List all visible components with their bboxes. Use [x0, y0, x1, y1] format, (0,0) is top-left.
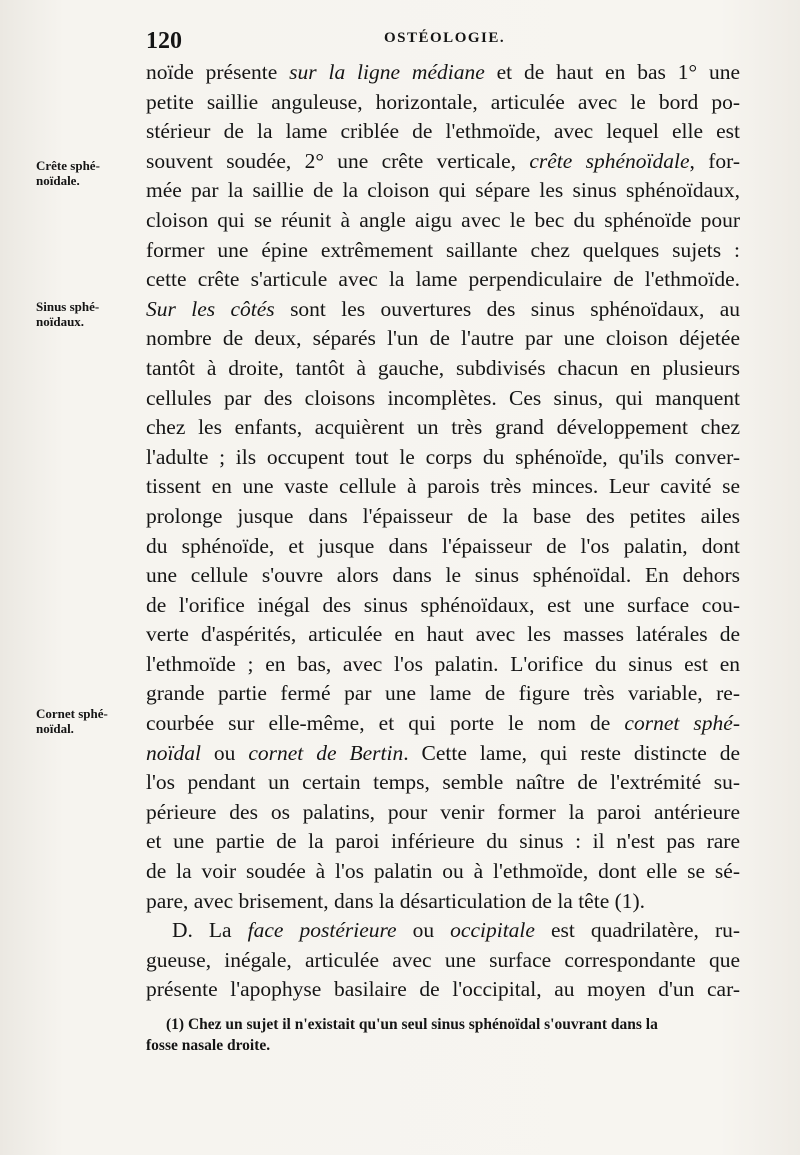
text-line: l'os pendant un certain temps, semble naître de l'extrémité su-	[146, 770, 740, 795]
text-line: noïde présente sur la ligne médiane et de haut en bas 1° une	[146, 60, 740, 84]
text-line: cette crête s'articule avec la lame perpendiculaire de l'ethmoïde.	[146, 267, 740, 292]
margin-note-line: noïdale.	[36, 173, 80, 188]
text-line: cellules par des cloisons incomplètes. Ces sinus, qui manquent	[146, 385, 740, 410]
text-line: cloison qui se réunit à angle aigu avec le bec du sphénoïde pour	[146, 207, 740, 232]
running-title: OSTÉOLOGIE.	[384, 30, 506, 46]
margin-note-crete-sphenoidale	[36, 158, 146, 188]
text-line: de l'orifice inégal des sinus sphénoïdaux, est une surface cou-	[146, 592, 740, 617]
text-line: Sur les côtés sont les ouvertures des sinus sphénoïdaux, au	[146, 296, 740, 321]
text-line: former une épine extrêmement saillante chez quelques sujets :	[146, 237, 740, 262]
text-line: verte d'aspérités, articulée en haut avec les masses latérales de	[146, 622, 740, 647]
text-line: l'ethmoïde ; en bas, avec l'os palatin. L'orifice du sinus est en	[146, 651, 740, 676]
footnote-line: fosse nasale droite.	[146, 1037, 271, 1054]
page-number: 120	[146, 28, 182, 54]
margin-note-line: Sinus sphé-	[36, 299, 100, 314]
text-line: D. La face postérieure ou occipitale est quadrilatère, ru-	[172, 918, 741, 943]
footnote-line: (1) Chez un sujet il n'existait qu'un seul sinus sphénoïdal s'ouvrant dans la	[166, 1016, 658, 1033]
text-line: petite saillie anguleuse, horizontale, articulée avec le bord po-	[146, 89, 740, 114]
text-line: l'adulte ; ils occupent tout le corps du sphénoïde, qu'ils conver-	[146, 444, 740, 469]
text-line: une cellule s'ouvre alors dans le sinus sphénoïdal. En dehors	[146, 563, 740, 588]
text-line: périeure des os palatins, pour venir former la paroi antérieure	[146, 799, 740, 824]
margin-note-line: Cornet sphé-	[36, 706, 108, 721]
text-line: de la voir soudée à l'os palatin ou à l'ethmoïde, dont elle se sé-	[146, 859, 740, 884]
text-line: mée par la saillie de la cloison qui sépare les sinus sphénoïdaux,	[146, 178, 740, 203]
text-line: stérieur de la lame criblée de l'ethmoïde, avec lequel elle est	[146, 119, 740, 144]
margin-note-cornet-sphenoidal	[36, 706, 146, 736]
text-line: grande partie fermé par une lame de figure très variable, re-	[146, 681, 740, 706]
text-line: du sphénoïde, et jusque dans l'épaisseur de l'os palatin, dont	[146, 533, 740, 558]
margin-note-line: noïdal.	[36, 721, 74, 736]
footnote	[146, 1014, 740, 1056]
text-line: prolonge jusque dans l'épaisseur de la base des petites ailes	[146, 503, 740, 528]
page-header	[146, 26, 746, 56]
margin-note-sinus-sphenoidaux	[36, 299, 146, 329]
text-line: noïdal ou cornet de Bertin. Cette lame, qui reste distincte de	[146, 740, 741, 765]
text-line: tantôt à droite, tantôt à gauche, subdivisés chacun en plusieurs	[146, 355, 740, 380]
text-line: chez les enfants, acquièrent un très grand développement chez	[146, 415, 740, 440]
text-line: souvent soudée, 2° une crête verticale, crête sphénoïdale, for-	[146, 148, 740, 173]
text-line: pare, avec brisement, dans la désarticulation de la tête (1).	[146, 888, 646, 913]
margin-note-line: noïdaux.	[36, 314, 85, 329]
text-line: gueuse, inégale, articulée avec une surface correspondante que	[146, 947, 740, 972]
margin-note-line: Crête sphé-	[36, 158, 100, 173]
text-line: nombre de deux, séparés l'un de l'autre par une cloison déjetée	[146, 326, 740, 351]
text-line: et une partie de la paroi inférieure du sinus : il n'est pas rare	[146, 829, 740, 854]
text-line: présente l'apophyse basilaire de l'occipital, au moyen d'un car-	[146, 977, 740, 1002]
text-line: courbée sur elle-même, et qui porte le nom de cornet sphé-	[146, 711, 740, 736]
text-line: tissent en une vaste cellule à parois très minces. Leur cavité se	[146, 474, 740, 499]
body-text	[146, 58, 740, 1005]
